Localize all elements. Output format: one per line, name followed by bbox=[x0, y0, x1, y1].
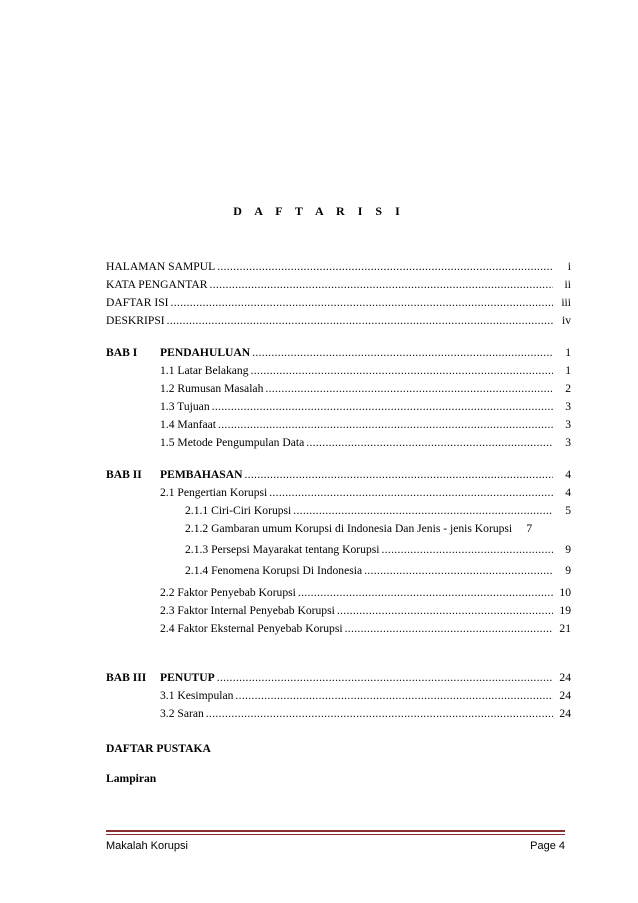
toc-entry-halaman-sampul[interactable] bbox=[106, 258, 571, 274]
leader-dots bbox=[218, 418, 553, 432]
toc-chapter-bab-1[interactable] bbox=[106, 344, 571, 360]
toc-label: 1.3 Tujuan bbox=[160, 400, 210, 413]
toc-label: 2.3 Faktor Internal Penyebab Korupsi bbox=[160, 604, 335, 617]
toc-entry-1-3[interactable] bbox=[160, 398, 571, 414]
toc-entry-1-5[interactable] bbox=[160, 434, 571, 450]
leader-dots bbox=[217, 671, 553, 685]
toc-label: DESKRIPSI bbox=[106, 314, 165, 327]
toc-page: 19 bbox=[559, 604, 571, 617]
toc-label: 1.5 Metode Pengumpulan Data bbox=[160, 436, 305, 449]
chapter-title: PEMBAHASAN bbox=[160, 468, 243, 481]
toc-entry-daftar-isi[interactable] bbox=[106, 294, 571, 310]
toc-entry-3-2[interactable] bbox=[160, 705, 571, 721]
toc-label: 2.1 Pengertian Korupsi bbox=[160, 486, 268, 499]
toc-label: DAFTAR ISI bbox=[106, 296, 169, 309]
toc-entry-2-1[interactable] bbox=[160, 484, 571, 500]
toc-label: HALAMAN SAMPUL bbox=[106, 260, 216, 273]
toc-label: KATA PENGANTAR bbox=[106, 278, 208, 291]
footer-rule bbox=[106, 830, 565, 832]
leader-dots bbox=[364, 564, 553, 578]
toc-page: i bbox=[567, 260, 571, 273]
toc-entry-2-1-2[interactable] bbox=[185, 520, 571, 536]
toc-label: 2.1.4 Fenomena Korupsi Di Indonesia bbox=[185, 564, 363, 577]
leader-dots bbox=[306, 436, 553, 450]
toc-entry-2-1-4[interactable] bbox=[185, 562, 571, 578]
toc-entry-2-2[interactable] bbox=[160, 584, 571, 600]
chapter-number: BAB I bbox=[106, 346, 138, 359]
leader-dots bbox=[206, 707, 553, 721]
toc-page: 5 bbox=[565, 504, 571, 517]
toc-page: 9 bbox=[565, 564, 571, 577]
footer-rule-thin bbox=[106, 834, 565, 835]
leader-dots bbox=[235, 689, 553, 703]
leader-dots bbox=[345, 622, 553, 636]
toc-entry-2-1-1[interactable] bbox=[185, 502, 571, 518]
toc-label: 2.1.1 Ciri-Ciri Korupsi bbox=[185, 504, 292, 517]
toc-page: 3 bbox=[565, 400, 571, 413]
toc-entry-1-4[interactable] bbox=[160, 416, 571, 432]
toc-page: 24 bbox=[559, 707, 571, 720]
toc-page: 21 bbox=[559, 622, 571, 635]
leader-dots bbox=[381, 543, 553, 557]
toc-label: 2.4 Faktor Eksternal Penyebab Korupsi bbox=[160, 622, 343, 635]
toc-entry-daftar-pustaka[interactable]: DAFTAR PUSTAKA bbox=[106, 742, 211, 755]
toc-entry-kata-pengantar[interactable] bbox=[106, 276, 571, 292]
leader-dots bbox=[210, 278, 553, 292]
toc-page: 9 bbox=[565, 543, 571, 556]
toc-label: 1.4 Manfaat bbox=[160, 418, 217, 431]
toc-label: 3.1 Kesimpulan bbox=[160, 689, 234, 702]
toc-page: 4 bbox=[565, 486, 571, 499]
toc-label: 1.1 Latar Belakang bbox=[160, 364, 249, 377]
toc-entry-deskripsi[interactable] bbox=[106, 312, 571, 328]
page-footer bbox=[106, 840, 565, 852]
leader-dots bbox=[171, 296, 553, 310]
toc-chapter-bab-2[interactable] bbox=[106, 466, 571, 482]
toc-page: 4 bbox=[565, 468, 571, 481]
toc-label: 2.1.3 Persepsi Mayarakat tentang Korupsi bbox=[185, 543, 380, 556]
toc-page: 24 bbox=[559, 671, 571, 684]
toc-page: iv bbox=[561, 314, 571, 327]
chapter-number: BAB III bbox=[106, 671, 147, 684]
footer-page-number: Page 4 bbox=[530, 840, 565, 852]
leader-dots bbox=[337, 604, 553, 618]
toc-entry-2-1-3[interactable] bbox=[185, 541, 571, 557]
leader-dots bbox=[217, 260, 553, 274]
toc-page: 1 bbox=[565, 346, 571, 359]
leader-dots bbox=[244, 468, 553, 482]
footer-doc-title: Makalah Korupsi bbox=[106, 840, 188, 852]
leader-dots bbox=[252, 346, 553, 360]
leader-dots bbox=[167, 314, 553, 328]
chapter-title: PENUTUP bbox=[160, 671, 215, 684]
toc-entry-lampiran[interactable]: Lampiran bbox=[106, 772, 157, 785]
leader-dots bbox=[212, 400, 553, 414]
toc-page: 10 bbox=[559, 586, 571, 599]
toc-chapter-bab-3[interactable] bbox=[106, 669, 571, 685]
chapter-title: PENDAHULUAN bbox=[160, 346, 251, 359]
toc-entry-2-4[interactable] bbox=[160, 620, 571, 636]
toc-label: 1.2 Rumusan Masalah bbox=[160, 382, 264, 395]
toc-page: 3 bbox=[565, 418, 571, 431]
page-title: D A F T A R I S I bbox=[233, 204, 405, 218]
chapter-number: BAB II bbox=[106, 468, 142, 481]
leader-dots bbox=[293, 504, 553, 518]
toc-page: 1 bbox=[565, 364, 571, 377]
toc-page: 2 bbox=[565, 382, 571, 395]
toc-label: 3.2 Saran bbox=[160, 707, 204, 720]
leader-dots bbox=[251, 364, 553, 378]
toc-label: 2.1.2 Gambaran umum Korupsi di Indonesia Dan Jenis - jenis Korupsi bbox=[185, 522, 513, 535]
toc-entry-3-1[interactable] bbox=[160, 687, 571, 703]
toc-page: iii bbox=[561, 296, 571, 309]
toc-entry-2-3[interactable] bbox=[160, 602, 571, 618]
leader-dots bbox=[265, 382, 553, 396]
toc-entry-1-2[interactable] bbox=[160, 380, 571, 396]
leader-dots bbox=[298, 586, 553, 600]
toc-page: 3 bbox=[565, 436, 571, 449]
leader-dots bbox=[269, 486, 553, 500]
toc-entry-1-1[interactable] bbox=[160, 362, 571, 378]
toc-page: ii bbox=[564, 278, 571, 291]
toc-label: 2.2 Faktor Penyebab Korupsi bbox=[160, 586, 296, 599]
toc-page: 24 bbox=[559, 689, 571, 702]
toc-page: 7 bbox=[526, 522, 533, 535]
